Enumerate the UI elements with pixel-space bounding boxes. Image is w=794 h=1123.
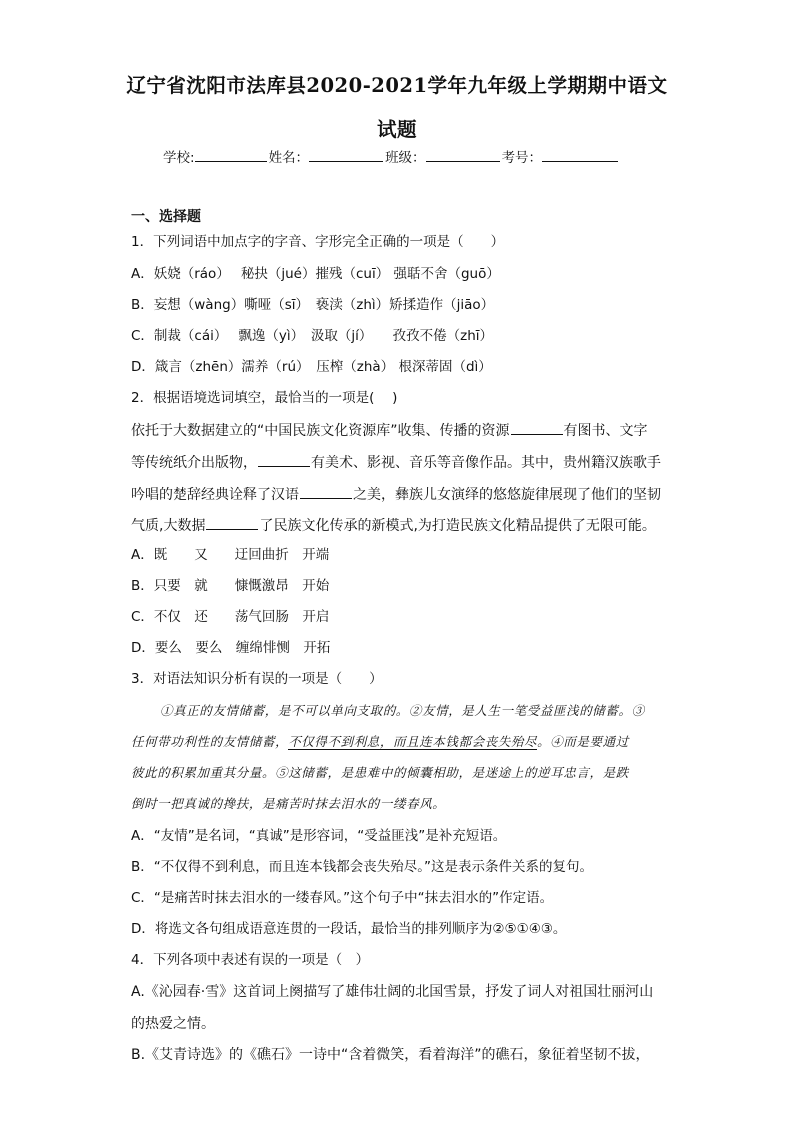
question-3-option-a: A．“友情”是名词，“真诚”是形容词，“受益匪浅”是补充短语。 — [131, 828, 507, 844]
question-3-passage-line: 彼此的积累加重其分量。⑤这储蓄，是患难中的倾囊相助，是迷途上的逆耳忠言，是跌 — [131, 765, 629, 780]
number-label: 考号： — [501, 150, 543, 166]
question-4-option-a-continued: 的热爱之情。 — [131, 1016, 215, 1032]
question-4-option-a: A.《沁园春·雪》这首词上阕描写了雄伟壮阔的北国雪景，抒发了词人对祖国壮丽河山 — [131, 984, 654, 1000]
question-3-option-d: D．将选文各句组成语意连贯的一段话，最恰当的排列顺序为②⑤①④③。 — [131, 921, 567, 937]
question-3-stem: 3．对语法知识分析有误的一项是（ ） — [131, 671, 383, 687]
question-1-option-d: D．箴言（zhēn）濡养（rú） 压榨（zhà） 根深蒂固（dì） — [131, 359, 492, 375]
question-2-option-d: D．要么 要么 缠绵悱恻 开拓 — [131, 640, 331, 656]
question-1-option-b: B．妄想（wàng）嘶哑（sī） 亵渎（zhì）矫揉造作（jiāo） — [131, 297, 495, 313]
number-field[interactable] — [542, 147, 618, 162]
school-label: 学校: — [163, 150, 195, 166]
section-heading: 一、选择题 — [131, 209, 201, 225]
question-2-passage-line: 气质,大数据 了民族文化传承的新模式,为打造民族文化精品提供了无限可能。 — [131, 515, 671, 536]
exam-title-continued: 试题 — [376, 118, 417, 141]
fill-blank — [258, 452, 310, 467]
question-3-passage-line: 倒时一把真诚的搀扶，是痛苦时抹去泪水的一缕春风。 — [131, 796, 446, 811]
question-3-option-b: B．“不仅得不到利息，而且连本钱都会丧失殆尽。”这是表示条件关系的复句。 — [131, 859, 593, 875]
fill-blank — [300, 484, 352, 499]
question-4-stem: 4．下列各项中表述有误的一项是（ ） — [131, 952, 370, 968]
student-info-row — [163, 146, 663, 166]
fill-blank — [206, 515, 258, 530]
question-1-option-a: A．妖娆（ráo） 秘抉（jué）摧残（cuī） 强聒不舍（guō） — [131, 266, 500, 282]
question-2-stem: 2．根据语境选词填空，最恰当的一项是( ) — [131, 390, 398, 406]
question-3-passage-line: ①真正的友情储蓄，是不可以单向支取的。②友情，是人生一笔受益匪浅的储蓄。③ — [160, 703, 645, 718]
question-2-option-b: B．只要 就 慷慨激昂 开始 — [131, 578, 330, 594]
question-2-passage-line: 等传统纸介出版物， 有美术、影视、音乐等音像作品。其中，贵州籍汉族歌手 — [131, 452, 671, 473]
question-1-option-c: C．制裁（cái） 飘逸（yì） 汲取（jí） 孜孜不倦（zhī） — [131, 328, 494, 344]
question-3-option-c: C．“是痛苦时抹去泪水的一缕春风。”这个句子中“抹去泪水的”作定语。 — [131, 890, 554, 906]
name-field[interactable] — [309, 147, 383, 162]
question-4-option-b: B.《艾青诗选》的《礁石》一诗中“含着微笑，看着海洋”的礁石，象征着坚韧不拔， — [131, 1047, 650, 1063]
school-field[interactable] — [195, 147, 267, 162]
question-2-passage-line: 吟唱的楚辞经典诠释了汉语 之美，彝族儿女演绎的悠悠旋律展现了他们的坚韧 — [131, 484, 671, 505]
question-2-option-a: A．既 又 迂回曲折 开端 — [131, 547, 330, 563]
question-3-passage-line: 任何带功利性的友情储蓄，不仅得不到利息，而且连本钱都会丧失殆尽。④而是要通过 — [131, 734, 629, 749]
name-label: 姓名： — [268, 150, 310, 166]
class-field[interactable] — [426, 147, 500, 162]
question-2-passage-line: 依托于大数据建立的“中国民族文化资源库”收集、传播的资源 有图书、文字 — [131, 420, 671, 441]
class-label: 班级： — [385, 150, 426, 166]
question-2-option-c: C．不仅 还 荡气回肠 开启 — [131, 609, 330, 625]
exam-title: 辽宁省沈阳市法库县2020-2021学年九年级上学期期中语文 — [126, 74, 668, 97]
fill-blank — [511, 420, 563, 435]
underlined-sentence: 不仅得不到利息，而且连本钱都会丧失殆尽 — [288, 734, 538, 749]
question-1-stem: 1．下列词语中加点字的字音、字形完全正确的一项是（ ） — [131, 234, 505, 250]
